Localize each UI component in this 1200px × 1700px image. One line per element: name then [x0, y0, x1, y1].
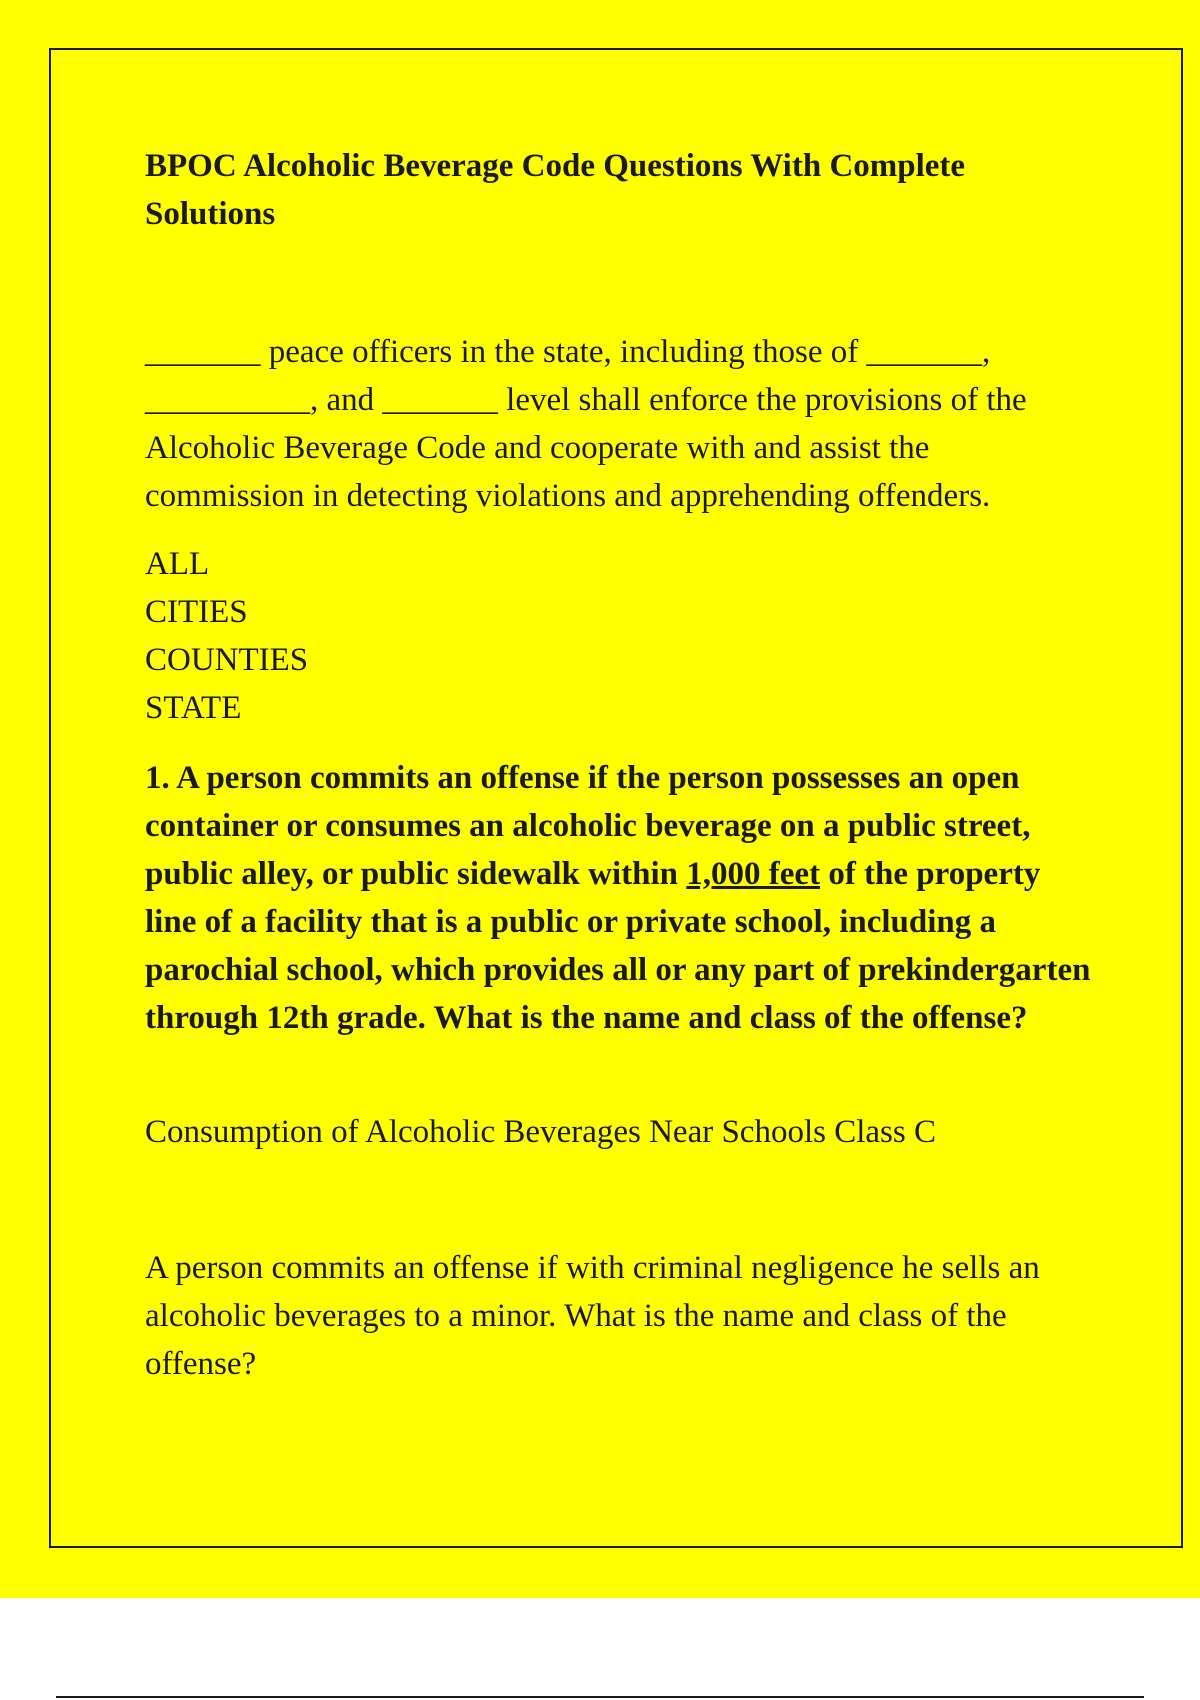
question-text: of the property line of a facility that is a public or private school, including a parochial school, which provides all or any part of prekindergarten through 12th grade. What is the name and class of the offense? — [145, 856, 1091, 1036]
question-fill-in-blank — [145, 328, 1095, 520]
question-text: A person commits an offense if with criminal negligence he sells an alcoholic beverages to a minor. What is the name and class of the offense? — [145, 1250, 1040, 1382]
footer-divider — [56, 1696, 1144, 1698]
underlined-distance: 1,000 feet — [686, 856, 821, 892]
answer-list — [145, 540, 1095, 732]
answer-item: COUNTIES — [145, 642, 309, 678]
blank: _______ — [866, 334, 983, 370]
question-text: , — [982, 334, 991, 370]
question-text: level shall enforce the provisions of the Alcoholic Beverage Code and cooperate with and assist the commission in detecting violations and apprehending offenders. — [145, 382, 1027, 514]
document-title: BPOC Alcoholic Beverage Code Questions With Complete Solutions — [145, 148, 966, 232]
answer-item: STATE — [145, 690, 242, 726]
answer-text: Consumption of Alcoholic Beverages Near Schools Class C — [145, 1114, 936, 1150]
question-text: peace officers in the state, including those of — [260, 334, 867, 370]
question-numbered — [145, 754, 1095, 1042]
blank: _______ — [382, 382, 498, 418]
blank: __________ — [145, 382, 310, 418]
answer-item: ALL — [145, 546, 210, 582]
blank: _______ — [145, 334, 261, 370]
answer-item: CITIES — [145, 594, 248, 630]
question-text: , and — [310, 382, 383, 418]
question-text: 1. A person commits an offense if the person possesses an open container or consumes an alcoholic beverage on a public street, public alley, or public sidewalk within — [145, 760, 1031, 892]
